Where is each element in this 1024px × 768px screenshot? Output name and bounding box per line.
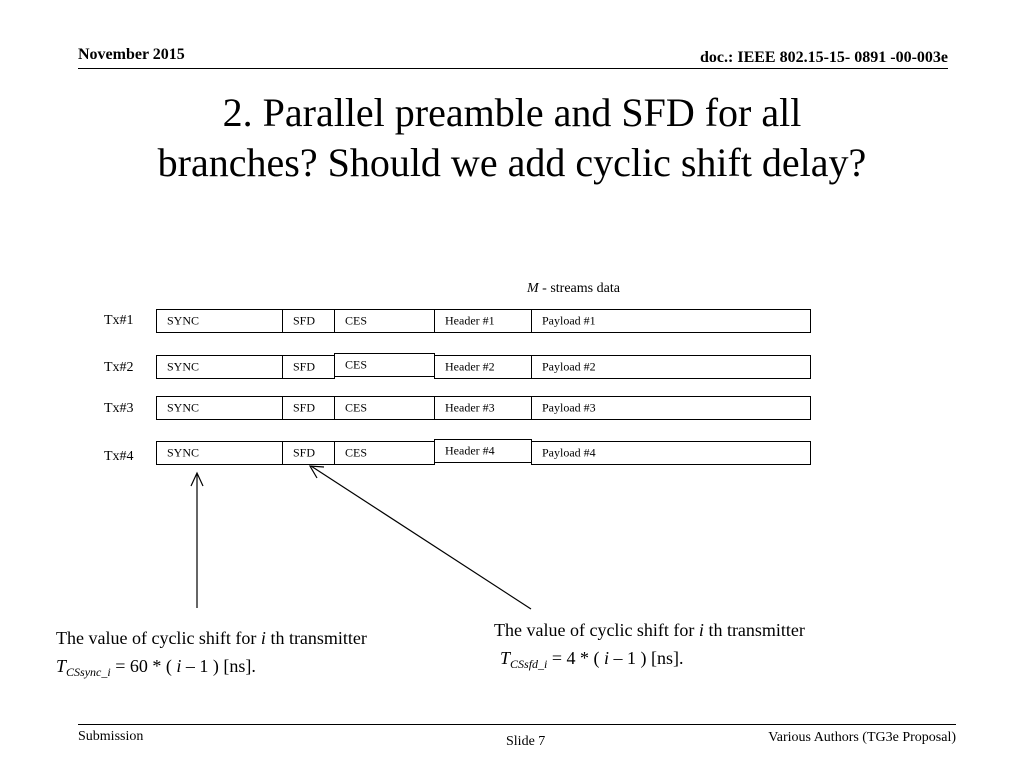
sfd-arrow xyxy=(310,466,531,609)
note-text: th transmitter xyxy=(265,628,367,648)
formula-text: = 60 * ( xyxy=(110,656,177,676)
sync-label: SYNC xyxy=(167,400,200,415)
formula-text: – 1 ) [ns]. xyxy=(609,648,684,668)
sync-label: SYNC xyxy=(167,445,200,460)
ces-label: CES xyxy=(345,357,368,372)
formula-subscript: CSsfd_i xyxy=(510,657,548,671)
ces-label: CES xyxy=(345,445,368,460)
title-line-2: branches? Should we add cyclic shift delay? xyxy=(157,140,867,185)
formula-text: = 4 * ( xyxy=(547,648,605,668)
header-label: Header #3 xyxy=(445,400,495,415)
footer-submission: Submission xyxy=(78,729,144,744)
formula-subscript: CSsync_i xyxy=(66,665,111,679)
sfd-label: SFD xyxy=(293,313,316,328)
streams-label-text: - streams data xyxy=(538,281,620,296)
header-label: Header #4 xyxy=(445,443,495,458)
sync-shift-note xyxy=(56,624,367,686)
formula-symbol: T xyxy=(56,656,67,676)
header-date: November 2015 xyxy=(78,46,185,63)
payload-label: Payload #3 xyxy=(542,400,596,415)
payload-label: Payload #1 xyxy=(542,313,596,328)
sfd-note-formula xyxy=(494,644,805,678)
sfd-shift-note xyxy=(494,616,805,678)
sync-label: SYNC xyxy=(167,313,200,328)
header-label: Header #2 xyxy=(445,359,495,374)
sync-arrow xyxy=(191,473,203,608)
sfd-note-line-1 xyxy=(494,616,805,644)
title-line-1: 2. Parallel preamble and SFD for all xyxy=(222,90,802,135)
sfd-label: SFD xyxy=(293,445,316,460)
payload-label: Payload #4 xyxy=(542,445,596,460)
tx-label-3: Tx#3 xyxy=(104,401,134,416)
formula-symbol: T xyxy=(500,648,511,668)
sync-note-line-1 xyxy=(56,624,367,652)
note-text: The value of cyclic shift for xyxy=(56,628,261,648)
header-label: Header #1 xyxy=(445,313,495,328)
formula-var: i xyxy=(604,648,610,668)
footer-slide-number: Slide 7 xyxy=(506,734,546,749)
sfd-label: SFD xyxy=(293,359,316,374)
ces-label: CES xyxy=(345,400,368,415)
footer-rule xyxy=(78,724,956,725)
note-text: The value of cyclic shift for xyxy=(494,620,699,640)
sync-note-formula xyxy=(56,652,367,686)
formula-text: – 1 ) [ns]. xyxy=(181,656,256,676)
tx-label-1: Tx#1 xyxy=(104,313,134,328)
note-text: th transmitter xyxy=(703,620,805,640)
tx-label-4: Tx#4 xyxy=(104,449,134,464)
ces-label: CES xyxy=(345,313,368,328)
note-var: i xyxy=(260,628,266,648)
header-doc-id: doc.: IEEE 802.15-15- 0891 -00-003e xyxy=(700,49,948,66)
tx-label-2: Tx#2 xyxy=(104,360,134,375)
sync-label: SYNC xyxy=(167,359,200,374)
streams-label-var: M xyxy=(527,281,539,296)
formula-var: i xyxy=(176,656,182,676)
footer-authors: Various Authors (TG3e Proposal) xyxy=(768,730,956,745)
payload-label: Payload #2 xyxy=(542,359,596,374)
note-var: i xyxy=(698,620,704,640)
sfd-label: SFD xyxy=(293,400,316,415)
